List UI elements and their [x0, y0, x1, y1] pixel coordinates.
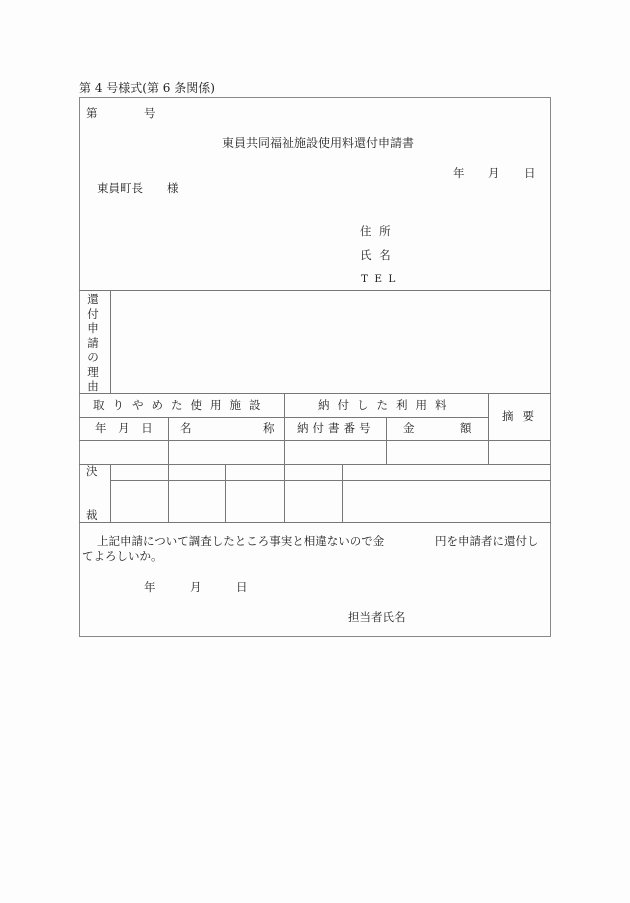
tel-label: T E L	[361, 273, 396, 285]
header-date: 年 月 日	[95, 421, 153, 435]
addressee-honorific: 様	[167, 181, 179, 195]
date-month: 月	[488, 166, 500, 180]
cell-amount[interactable]	[387, 441, 487, 463]
header-name-a: 名	[180, 421, 192, 435]
header-name-b: 称	[263, 421, 275, 435]
form-number-label: 第 4 号様式(第 6 条関係)	[79, 81, 215, 95]
address-label: 住 所	[360, 224, 391, 238]
header-amount-b: 額	[460, 421, 472, 435]
approval-date-year: 年	[144, 580, 156, 594]
name-label: 氏 名	[360, 248, 391, 262]
date-year: 年	[453, 166, 465, 180]
cell-date[interactable]	[80, 441, 167, 463]
reason-label: 還付申請の理由	[87, 292, 99, 393]
header-amount-a: 金	[403, 421, 415, 435]
header-remarks: 摘要	[502, 409, 543, 423]
header-paid-fee: 納付した利用料	[318, 398, 455, 412]
reason-field[interactable]	[111, 291, 550, 392]
approval-date-month: 月	[190, 580, 202, 594]
header-receipt-number: 納付書番号	[297, 421, 375, 435]
cell-name[interactable]	[169, 441, 283, 463]
approval-text-a: 上記申請について調査したところ事実と相違ないので金	[97, 534, 385, 548]
officer-name-label: 担当者氏名	[348, 610, 406, 624]
approval-date-day: 日	[236, 580, 248, 594]
form-title: 東員共同福祉施設使用料還付申請書	[222, 136, 415, 150]
number-prefix: 第	[86, 106, 98, 120]
date-day: 日	[524, 166, 536, 180]
decision-label-top: 決	[86, 464, 98, 478]
addressee: 東員町長	[97, 181, 143, 195]
cell-remarks[interactable]	[489, 441, 550, 463]
cell-receipt-number[interactable]	[285, 441, 385, 463]
decision-label-bottom: 裁	[86, 508, 98, 522]
header-cancelled-facility: 取りやめた使用施設	[93, 398, 269, 412]
number-suffix: 号	[144, 106, 156, 120]
approval-text-b: 円を申請者に還付し	[435, 534, 539, 548]
approval-text-c: てよろしいか。	[82, 549, 163, 563]
